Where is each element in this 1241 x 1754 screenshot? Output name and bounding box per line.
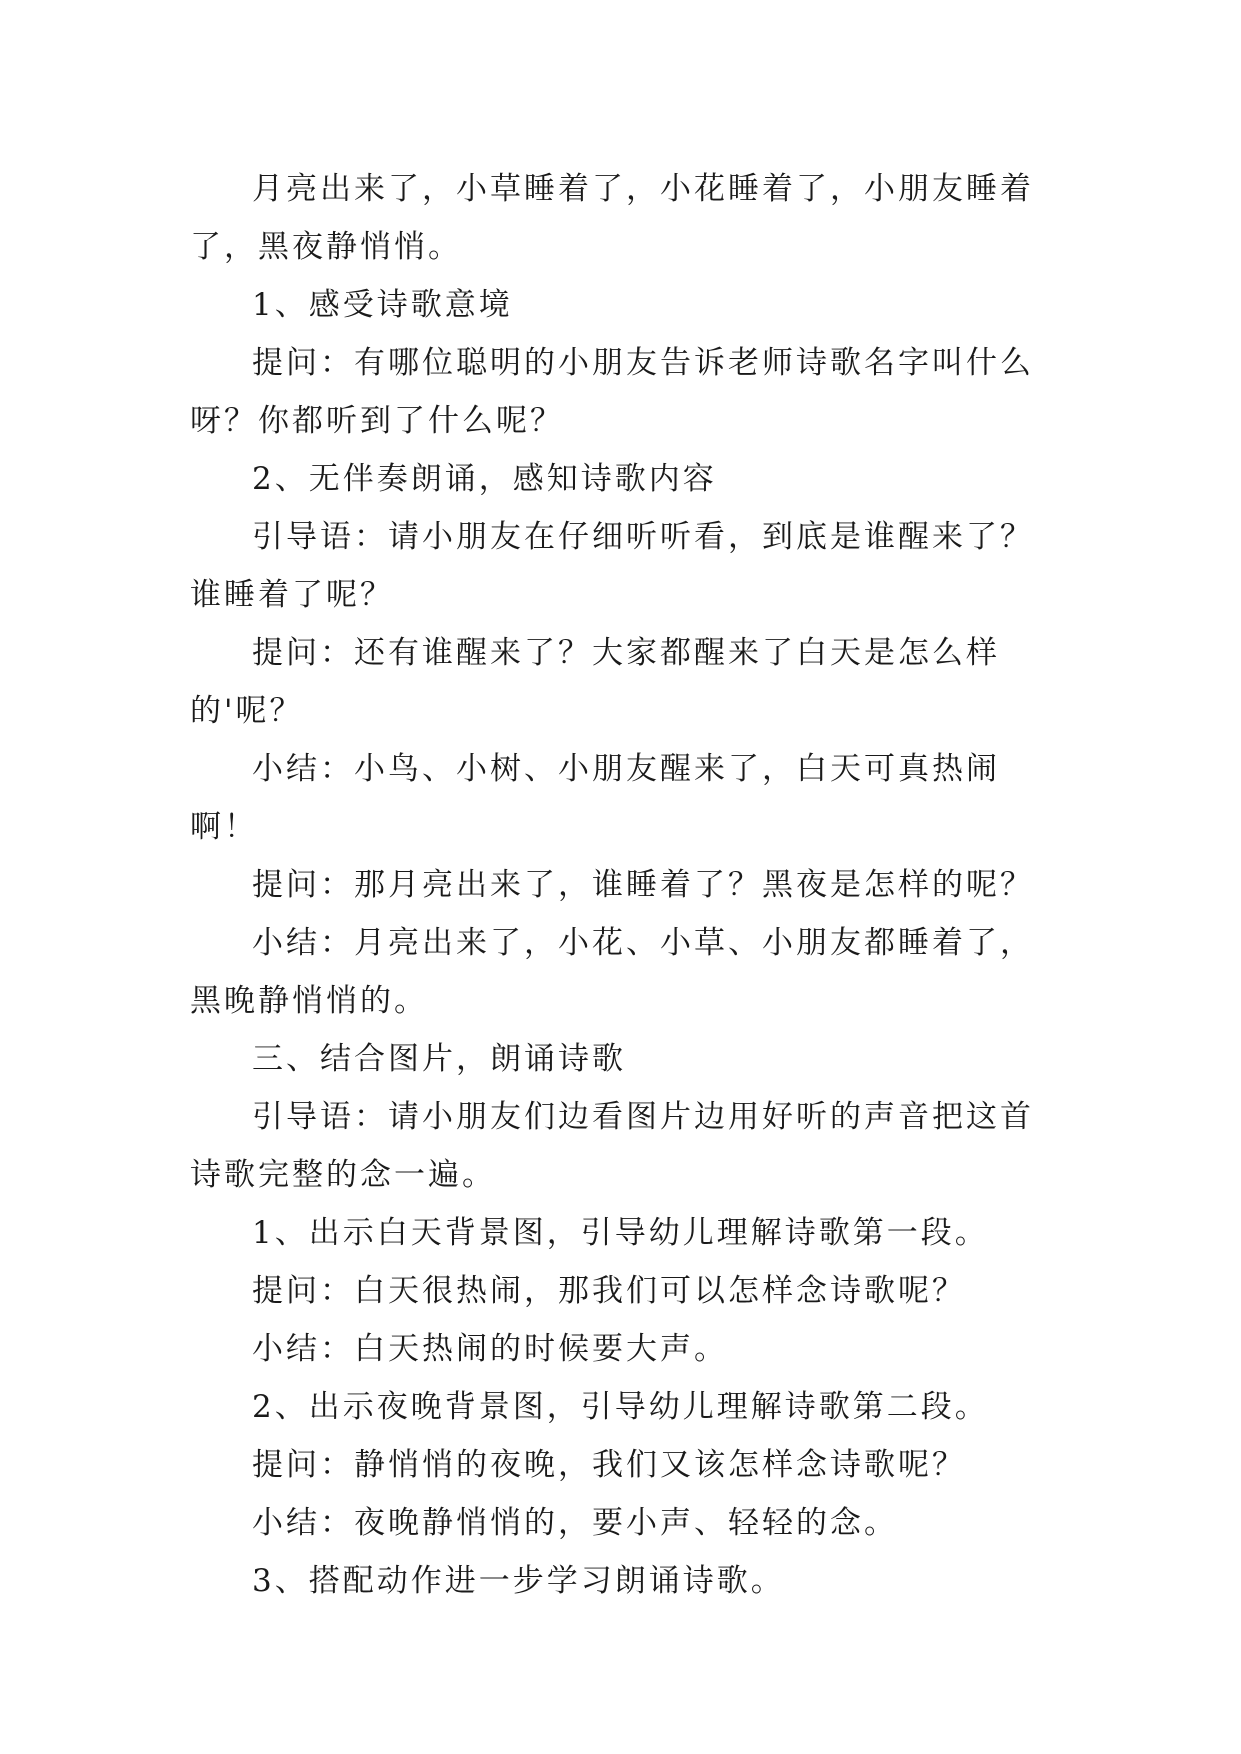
paragraph: 1、出示白天背景图，引导幼儿理解诗歌第一段。 <box>252 1215 989 1251</box>
paragraph: 1、感受诗歌意境 <box>252 287 513 323</box>
paragraph: 引导语：请小朋友们边看图片边用好听的声音把这首诗歌完整的念一遍。 <box>190 1099 1034 1193</box>
paragraph: 提问：静悄悄的夜晚，我们又该怎样念诗歌呢？ <box>252 1447 966 1483</box>
document-body <box>190 160 1060 1610</box>
paragraph: 3、搭配动作进一步学习朗诵诗歌。 <box>252 1563 785 1599</box>
paragraph: 引导语：请小朋友在仔细听听看，到底是谁醒来了？谁睡着了呢？ <box>190 519 1034 613</box>
paragraph: 小结：白天热闹的时候要大声。 <box>252 1331 728 1367</box>
paragraph: 三、结合图片，朗诵诗歌 <box>252 1041 626 1077</box>
paragraph: 小结：月亮出来了，小花、小草、小朋友都睡着了，黑晚静悄悄的。 <box>190 925 1034 1019</box>
paragraph: 提问：有哪位聪明的小朋友告诉老师诗歌名字叫什么呀？你都听到了什么呢？ <box>190 345 1034 439</box>
paragraph: 2、出示夜晚背景图，引导幼儿理解诗歌第二段。 <box>252 1389 989 1425</box>
paragraph: 月亮出来了，小草睡着了，小花睡着了，小朋友睡着了，黑夜静悄悄。 <box>190 171 1034 265</box>
paragraph: 小结：夜晚静悄悄的，要小声、轻轻的念。 <box>252 1505 898 1541</box>
paragraph: 小结：小鸟、小树、小朋友醒来了，白天可真热闹啊！ <box>190 751 1000 845</box>
paragraph: 提问：那月亮出来了，谁睡着了？黑夜是怎样的呢？ <box>252 867 1034 903</box>
paragraph: 提问：还有谁醒来了？大家都醒来了白天是怎么样的'呢？ <box>190 635 1000 729</box>
paragraph: 2、无伴奏朗诵，感知诗歌内容 <box>252 461 717 497</box>
paragraph: 提问：白天很热闹，那我们可以怎样念诗歌呢？ <box>252 1273 966 1309</box>
